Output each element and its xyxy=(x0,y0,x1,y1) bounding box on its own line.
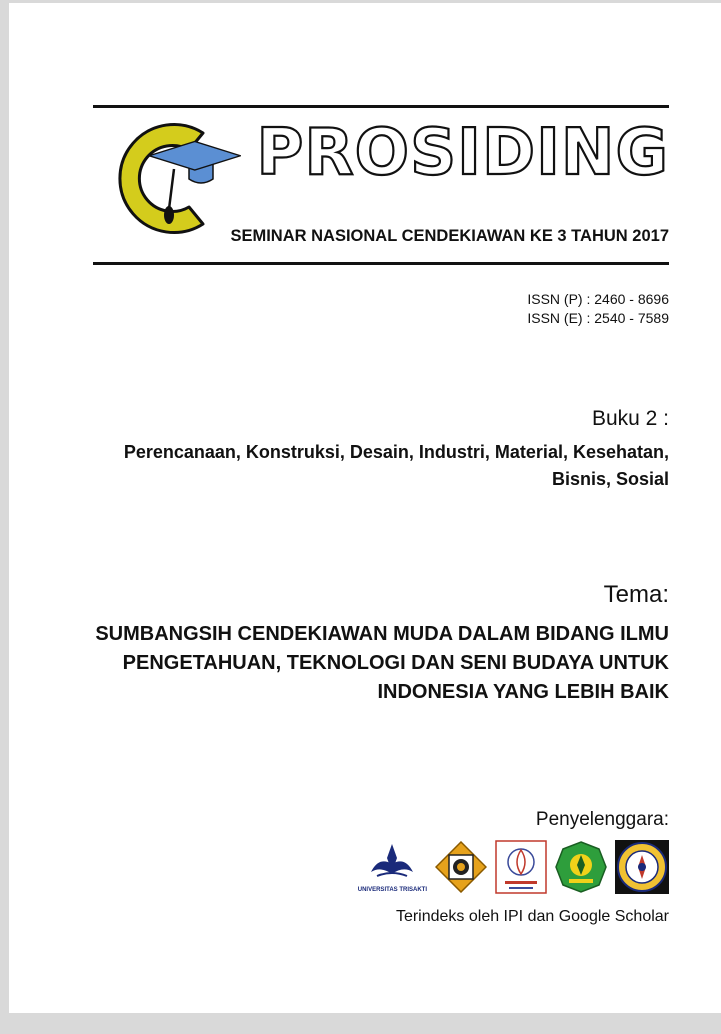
organizer-label: Penyelenggara: xyxy=(535,809,669,830)
header-bottom-rule xyxy=(93,262,669,265)
book-topics: Perencanaan, Konstruksi, Desain, Industri, Material, Kesehatan, Bisnis, Sosial xyxy=(123,442,669,489)
indexing-note: Terindeks oleh IPI dan Google Scholar xyxy=(395,908,669,925)
theme-text: SUMBANGSIH CENDEKIAWAN MUDA DALAM BIDANG ILMU PENGETAHUAN, TEKNOLOGI DAN SENI BUDAYA UNTUK INDONESIA YANG LEBIH BAIK xyxy=(95,623,669,703)
seminar-subtitle: SEMINAR NASIONAL CENDEKIAWAN KE 3 TAHUN 2017 xyxy=(230,227,669,245)
prosiding-logo-icon xyxy=(91,121,241,241)
organizer-logos xyxy=(358,840,669,894)
unima-seal-icon xyxy=(615,840,669,894)
issn-print: ISSN (P) : 2460 - 8696 xyxy=(527,291,669,307)
green-emblem-icon xyxy=(555,841,607,893)
issn-block xyxy=(527,290,669,328)
header-top-rule xyxy=(93,105,669,108)
theme-label: Tema: xyxy=(603,581,669,608)
trisakti-logo-icon xyxy=(358,842,427,893)
proceedings-cover xyxy=(9,3,721,1013)
diamond-emblem-icon xyxy=(435,841,487,893)
presiden-logo-icon xyxy=(495,840,547,894)
trisakti-caption: UNIVERSITAS TRISAKTI xyxy=(357,886,427,893)
book-label: Buku 2 : xyxy=(591,407,669,430)
publication-title: PROSIDING xyxy=(256,116,669,190)
issn-electronic: ISSN (E) : 2540 - 7589 xyxy=(527,310,669,326)
